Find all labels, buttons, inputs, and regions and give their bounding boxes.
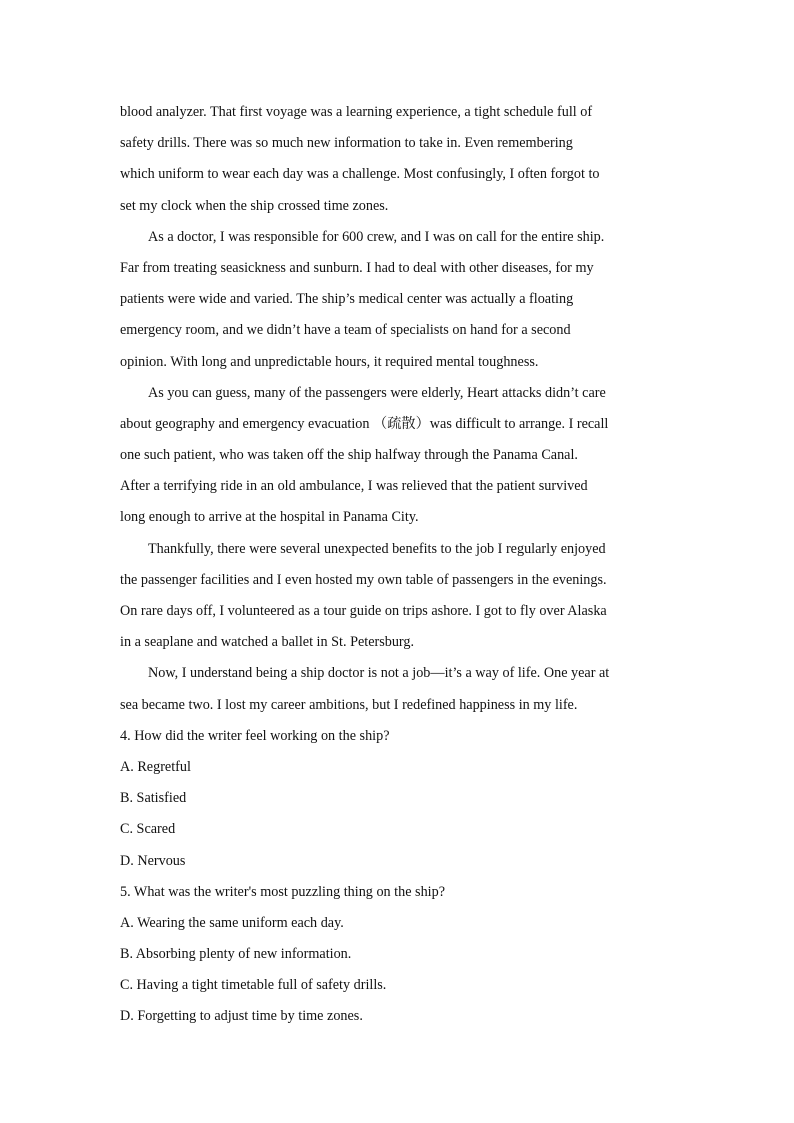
question-5-option-c: C. Having a tight timetable full of safety drills. — [120, 977, 387, 994]
question-4-option-b: B. Satisfied — [120, 790, 187, 807]
text-line: set my clock when the ship crossed time zones. — [120, 197, 389, 214]
text-line: patients were wide and varied. The ship’s medical center was actually a floating — [120, 291, 574, 308]
text-line: emergency room, and we didn’t have a team of specialists on hand for a second — [120, 322, 571, 339]
question-4-option-d: D. Nervous — [120, 852, 186, 869]
question-4-option-c: C. Scared — [120, 821, 176, 838]
question-5: 5. What was the writer's most puzzling thing on the ship? — [120, 883, 446, 900]
text-line: Far from treating seasickness and sunburn. I had to deal with other diseases, for my — [120, 259, 594, 276]
text-line: safety drills. There was so much new information to take in. Even remembering — [120, 135, 573, 152]
paragraph-start-line: Thankfully, there were several unexpected benefits to the job I regularly enjoyed — [148, 540, 606, 557]
question-4: 4. How did the writer feel working on the ship? — [120, 727, 390, 744]
text-line: On rare days off, I volunteered as a tour guide on trips ashore. I got to fly over Alaska — [120, 603, 607, 619]
text-line: blood analyzer. That first voyage was a learning experience, a tight schedule full of — [120, 104, 593, 120]
question-5-option-b: B. Absorbing plenty of new information. — [120, 946, 352, 963]
document-body — [120, 97, 680, 1033]
text-line: about geography and emergency evacuation （疏散）was difficult to arrange. I recall — [120, 415, 609, 432]
question-4-option-a: A. Regretful — [120, 758, 191, 775]
paragraph-start-line: As you can guess, many of the passengers were elderly, Heart attacks didn’t care — [148, 384, 606, 401]
text-line: long enough to arrive at the hospital in Panama City. — [120, 509, 419, 526]
paragraph-start-line: As a doctor, I was responsible for 600 crew, and I was on call for the entire ship. — [148, 228, 605, 245]
paragraph-start-line: Now, I understand being a ship doctor is not a job—it’s a way of life. One year at — [148, 665, 610, 682]
question-5-option-d: D. Forgetting to adjust time by time zones. — [120, 1008, 363, 1025]
text-line: opinion. With long and unpredictable hours, it required mental toughness. — [120, 353, 539, 370]
text-line: sea became two. I lost my career ambitions, but I redefined happiness in my life. — [120, 696, 578, 713]
question-5-option-a: A. Wearing the same uniform each day. — [120, 914, 344, 931]
text-line: one such patient, who was taken off the ship halfway through the Panama Canal. — [120, 447, 578, 464]
text-line: in a seaplane and watched a ballet in St. Petersburg. — [120, 634, 415, 651]
text-line: After a terrifying ride in an old ambulance, I was relieved that the patient survived — [120, 478, 588, 495]
text-line: the passenger facilities and I even hosted my own table of passengers in the evenings. — [120, 571, 607, 588]
text-line: which uniform to wear each day was a challenge. Most confusingly, I often forgot to — [120, 166, 600, 183]
